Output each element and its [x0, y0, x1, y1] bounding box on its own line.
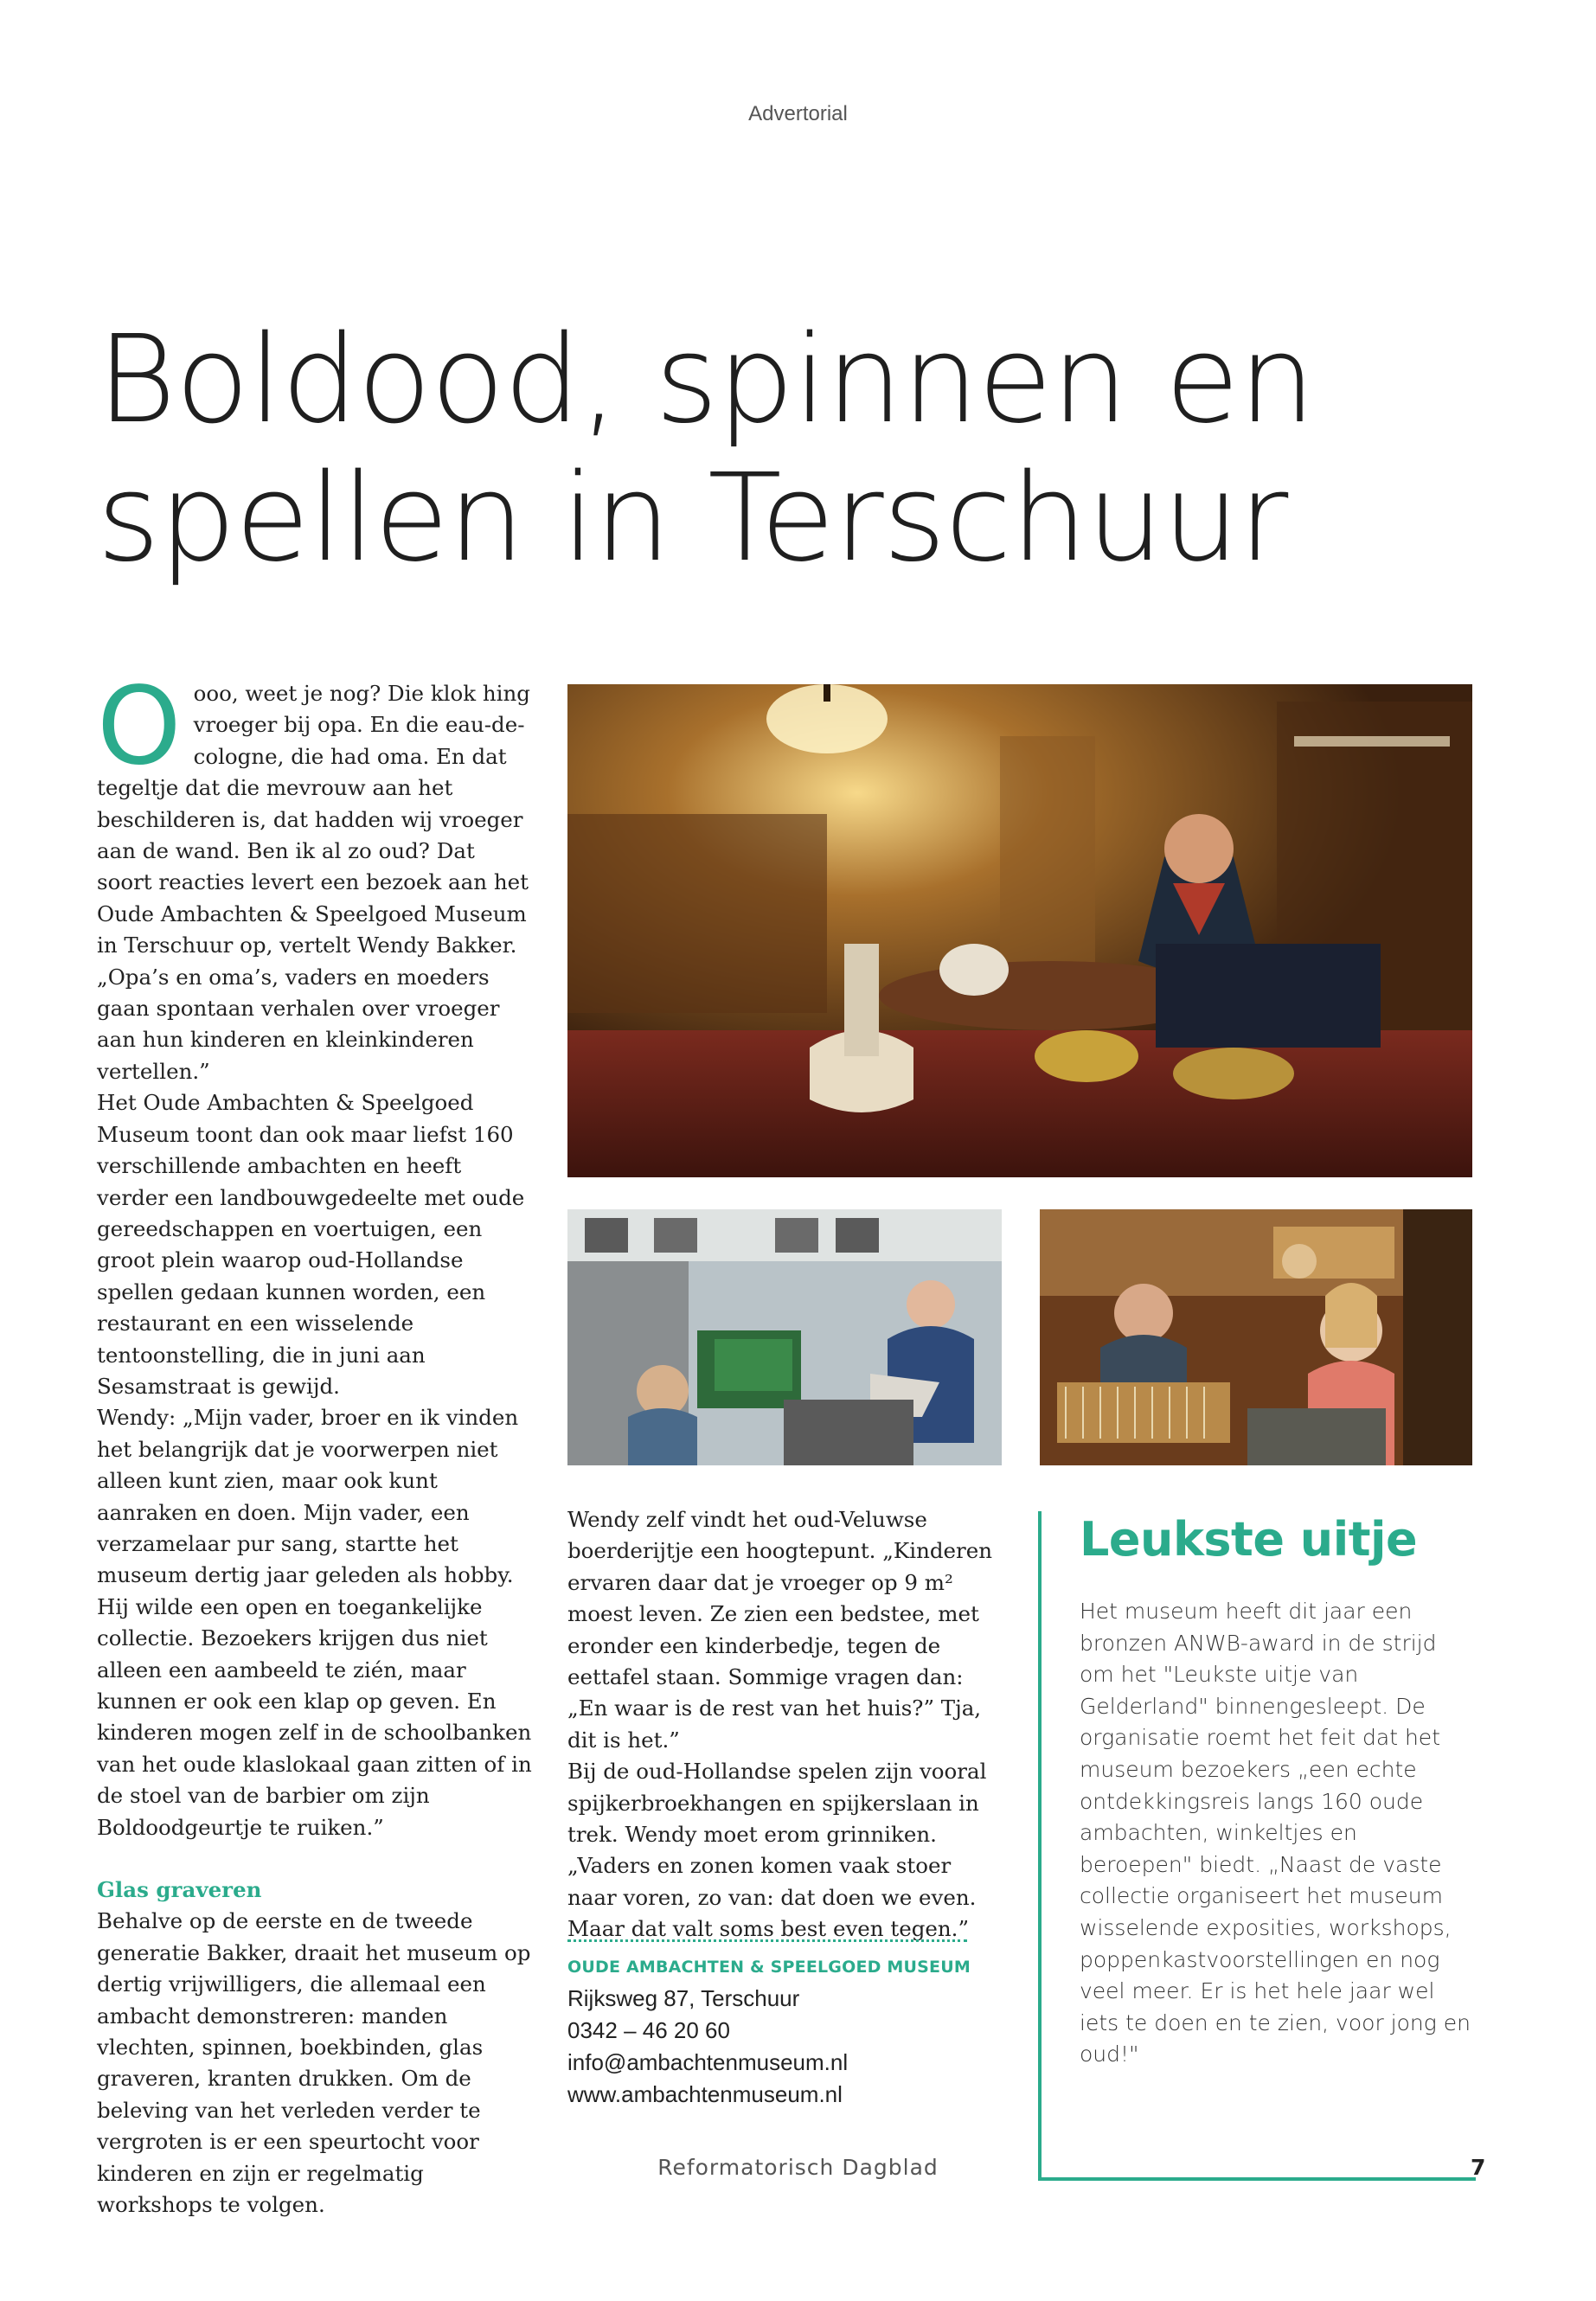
article-paragraph: ooo, weet je nog? Die klok hing vroeger bij opa. En die eau-de-cologne, die had oma. En dat tegeltje dat die mevrouw aan het beschilderen is, dat hadden wij vroeger aan de wand. Ben ik al zo oud? Dat soort reacties levert een bezoek aan het Oude Ambachten & Speelgoed Museum in Terschuur op, vertelt Wendy Bakker. „Opa’s en oma’s, vaders en moeders gaan spontaan verhalen over vroeger aan hun kinderen en kleinkinderen vertellen.” [97, 681, 530, 1084]
article-column-2 [567, 1504, 1004, 1945]
photo-museum-interior [567, 684, 1472, 1177]
sidebar-box [1038, 1511, 1476, 2181]
contact-website[interactable]: www.ambachtenmuseum.nl [567, 2081, 843, 2107]
publication-name: Reformatorisch Dagblad [657, 2155, 939, 2180]
contact-title: OUDE AMBACHTEN & SPEELGOED MUSEUM [567, 1958, 971, 1977]
article-paragraph: Wendy zelf vindt het oud-Veluwse boerderijtje een hoogtepunt. „Kinderen ervaren daar dat je vroeger op 9 m² moest leven. Ze zien een bedstee, met eronder een kinderbedje, tegen de eettafel staan. Sommige vragen dan: „En waar is de rest van het huis?” Tja, dit is het.” [567, 1507, 993, 1753]
headline-line-1: Boldood, spinnen en [97, 310, 1315, 451]
dotted-divider [567, 1939, 967, 1942]
drop-cap: O [97, 664, 182, 789]
article-paragraph: Wendy: „Mijn vader, broer en ik vinden het belangrijk dat je voorwerpen niet alleen kunt zien, maar ook kunt aanraken en doen. Mijn vader, een verzamelaar pur sang, startte het museum dertig jaar geleden als hobby. Hij wilde een open en toegankelijke collectie. Bezoekers krijgen dus niet alleen een aambeeld te zién, maar kunnen er ook een klap op geven. En kinderen mogen zelf in de schoolbanken van het oude klaslokaal gaan zitten of in de stoel van de barbier om zijn Boldoodgeurtje te ruiken.” [97, 1405, 532, 1840]
contact-address: Rijksweg 87, Terschuur [567, 1985, 800, 2011]
contact-phone: 0342 – 46 20 60 [567, 2017, 730, 2043]
article-paragraph: Bij de oud-Hollandse spelen zijn vooral spijkerbroekhangen en spijkerslaan in trek. Wendy moet erom grinniken. „Vaders en zonen komen vaak stoer naar voren, zo van: dat doen we even. Maar dat valt soms best even tegen.” [567, 1759, 987, 1942]
photo-storyteller [567, 1209, 1002, 1465]
sidebar-title: Leukste uitje [1080, 1512, 1418, 1567]
headline-line-2: spellen in Terschuur [97, 448, 1288, 589]
contact-email[interactable]: info@ambachtenmuseum.nl [567, 2049, 849, 2075]
contact-box [567, 1953, 1017, 2111]
headline [97, 311, 1446, 588]
article-paragraph: Het Oude Ambachten & Speelgoed Museum toont dan ook maar liefst 160 verschillende ambachten en heeft verder een landbouwgedeelte met oude gereedschappen en voertuigen, een groot plein waarop oud-Hollandse spellen gedaan kunnen worden, een restaurant en een wisselende tentoonstelling, die in juni aan Sesamstraat is gewijd. [97, 1090, 525, 1399]
sidebar-text: Het museum heeft dit jaar een bronzen ANWB-award in de strijd om het "Leukste uitje van Gelderland" binnengesleept. De organisatie roemt het feit dat het museum bezoekers „een echte ontdekkingsreis langs 160 oude ambachten, winkeltjes en beroepen" biedt. „Naast de vaste collectie organiseert het museum wisselende exposities, workshops, poppenkastvoorstellingen en nog veel meer. Er is het hele jaar wel iets te doen en te zien, voor jong en oud!" [1080, 1599, 1471, 2067]
page-number: 7 [1471, 2155, 1486, 2180]
subheading: Glas graveren [97, 1877, 262, 1903]
article-paragraph: Behalve op de eerste en de tweede generatie Bakker, draait het museum op dertig vrijwilligers, die allemaal een ambacht demonstreren: manden vlechten, spinnen, boekbinden, glas graveren, kranten drukken. Om de beleving van het verleden verder te vergroten is er een speurtocht voor kinderen en zijn er regelmatig workshops te volgen. [97, 1908, 531, 2218]
article-column-1 [97, 664, 534, 2221]
photo-children-weaving [1040, 1209, 1472, 1465]
section-label: Advertorial [748, 102, 848, 125]
